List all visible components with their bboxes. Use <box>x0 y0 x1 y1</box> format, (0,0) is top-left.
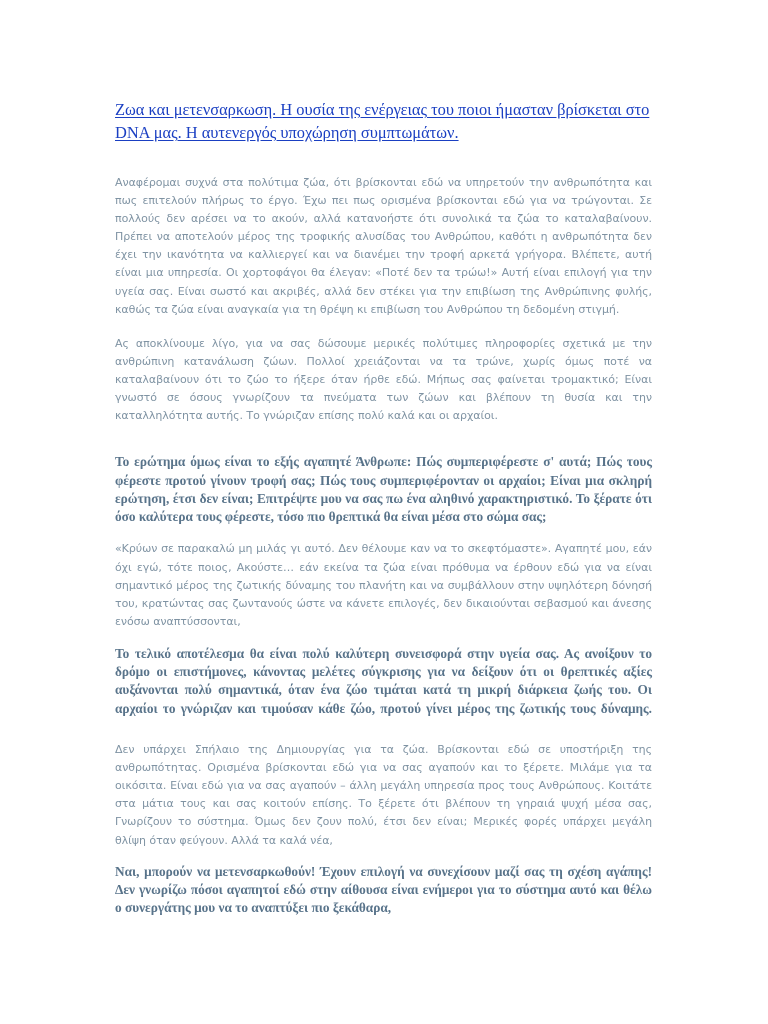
paragraph-animals-service: Αναφέρομαι συχνά στα πολύτιμα ζώα, ότι βρίσκονται εδώ να υπηρετούν την ανθρωπότητα και πως επιτελούν πλήρως το έργο. Έχω πει πως ορισμένα βρίσκονται εδώ για να τρώγονται. Σε πολλούς δεν αρέσει να το ακούν, αλλά κατανοήστε ότι συνολικά τα ζώα το καταλαβαίνουν. Πρέπει να αποτελούν μέρος της τροφικής αλυσίδας του Ανθρώπου, καθότι η ανθρωπότητα δεν έχει την ικανότητα να καλλιεργεί και να διανέμει την τροφή αρκετά γρήγορα. Βλέπετε, αυτή είναι μια υπηρεσία. Οι χορτοφάγοι θα έλεγαν: «Ποτέ δεν τα τρώω!» Αυτή είναι επιλογή για την υγεία σας. Είναι σωστό και ακριβές, αλλά δεν στέκει για την επιβίωση της Ανθρώπινης φυλής, καθώς τα ζώα είναι αναγκαία για τη θρέψη κι επιβίωση του Ανθρώπου τη δεδομένη στιγμή. <box>115 176 652 316</box>
paragraph-cave-of-creation: Δεν υπάρχει Σπήλαιο της Δημιουργίας για τα ζώα. Βρίσκονται εδώ σε υποστήριξη της ανθρωπότητας. Ορισμένα βρίσκονται εδώ για να σας αγαπούν και το ξέρετε. Μιλάμε για τα οικόσιτα. Είναι εδώ για να σας αγαπούν – άλλη μεγάλη υπηρεσία προς τους Ανθρώπους. Κοιτάτε στα μάτια τους και σας κοιτούν επίσης. Το ξέρετε ότι βλέπουν τη γηραιά ψυχή μέσα σας, Γνωρίζουν το σύστημα. Όμως δεν ζουν πολύ, έτσι δεν είναι; Μερικές φορές υπάρχει μεγάλη θλίψη όταν φεύγουν. Αλλά τα καλά νέα, <box>115 743 652 847</box>
paragraph-question: Το ερώτημα όμως είναι το εξής αγαπητέ Άνθρωπε: Πώς συμπεριφέρεστε σ' αυτά; Πώς τους φέρεστε προτού γίνουν τροφή σας; Πώς τους συμπεριφέρονταν οι αρχαίοι; Είναι μια σκληρή ερώτηση, έτσι δεν είναι; Επιτρέψτε μου να σας πω ένα αληθινό χαρακτηριστικό. Το ξέρατε ότι όσο καλύτερα τους φέρεστε, τόσο πιο θρεπτικά θα είναι μέσα στο σώμα σας; <box>115 454 652 525</box>
document-body <box>115 98 652 918</box>
paragraph-reincarnation: Ναι, μπορούν να μετενσαρκωθούν! Έχουν επιλογή να συνεχίσουν μαζί σας τη σχέση αγάπης! Δεν γνωρίζω πόσοι αγαπητοί εδώ στην αίθουσα είναι ενήμεροι για το σύστημα αυτό και θέλω ο συνεργάτης μου να το αναπτύξει πιο ξεκάθαρα, <box>115 863 652 916</box>
paragraph-human-consumption: Ας αποκλίνουμε λίγο, για να σας δώσουμε μερικές πολύτιμες πληροφορίες σχετικά με την ανθρώπινη κατανάλωση ζώων. Πολλοί χρειάζονται να τα τρώνε, χωρίς όμως ποτέ να καταλαβαίνουν ότι το ζώο το ήξερε όταν ήρθε εδώ. Μήπως σας φαίνεται τρομακτικό; Είναι γνωστό σε όσους γνωρίζουν τα πνεύματα των ζώων και βλέπουν τη θυσία και την καταλληλότητα αυτής. Το γνώριζαν επίσης πολύ καλά και οι αρχαίοι. <box>115 336 652 423</box>
paragraph-quote: «Κρύων σε παρακαλώ μη μιλάς γι αυτό. Δεν θέλουμε καν να το σκεφτόμαστε». Αγαπητέ μου, εάν όχι εγώ, τότε ποιος, Ακούστε… εάν εκείνα τα ζώα είναι πρόθυμα να έρθουν εδώ για να είναι σημαντικό μέρος της ζωτικής δύναμης του πλανήτη και να συμβάλλουν στην υψηλότερη δόνησή του, κρατώντας σας ζωντανούς ώστε να κάνετε επιλογές, δεν δικαιούνται σεβασμού και άνεσης ενόσω αναπτύσσονται, <box>115 542 652 628</box>
paragraph-result: Το τελικό αποτέλεσμα θα είναι πολύ καλύτερη συνεισφορά στην υγεία σας. Ας ανοίξουν το δρόμο οι επιστήμονες, κάνοντας μελέτες σύγκρισης για να δείξουν ότι οι θρεπτικές αξίες αυξάνονται πολύ σημαντικά, όταν ένα ζώο τιμάται κατά τη μικρή διάρκεια ζωής του. Οι αρχαίοι το γνώριζαν και τιμούσαν κάθε ζώο, προτού γίνει μέρος της ζωτικής τους δύναμης. <box>115 645 652 716</box>
document-title: Ζωα και μετενσαρκωση. Η ουσία της ενέργειας του ποιοι ήμασταν βρίσκεται στο DNA μας. Η αυτενεργός υποχώρηση συμπτωμάτων. <box>115 100 650 142</box>
